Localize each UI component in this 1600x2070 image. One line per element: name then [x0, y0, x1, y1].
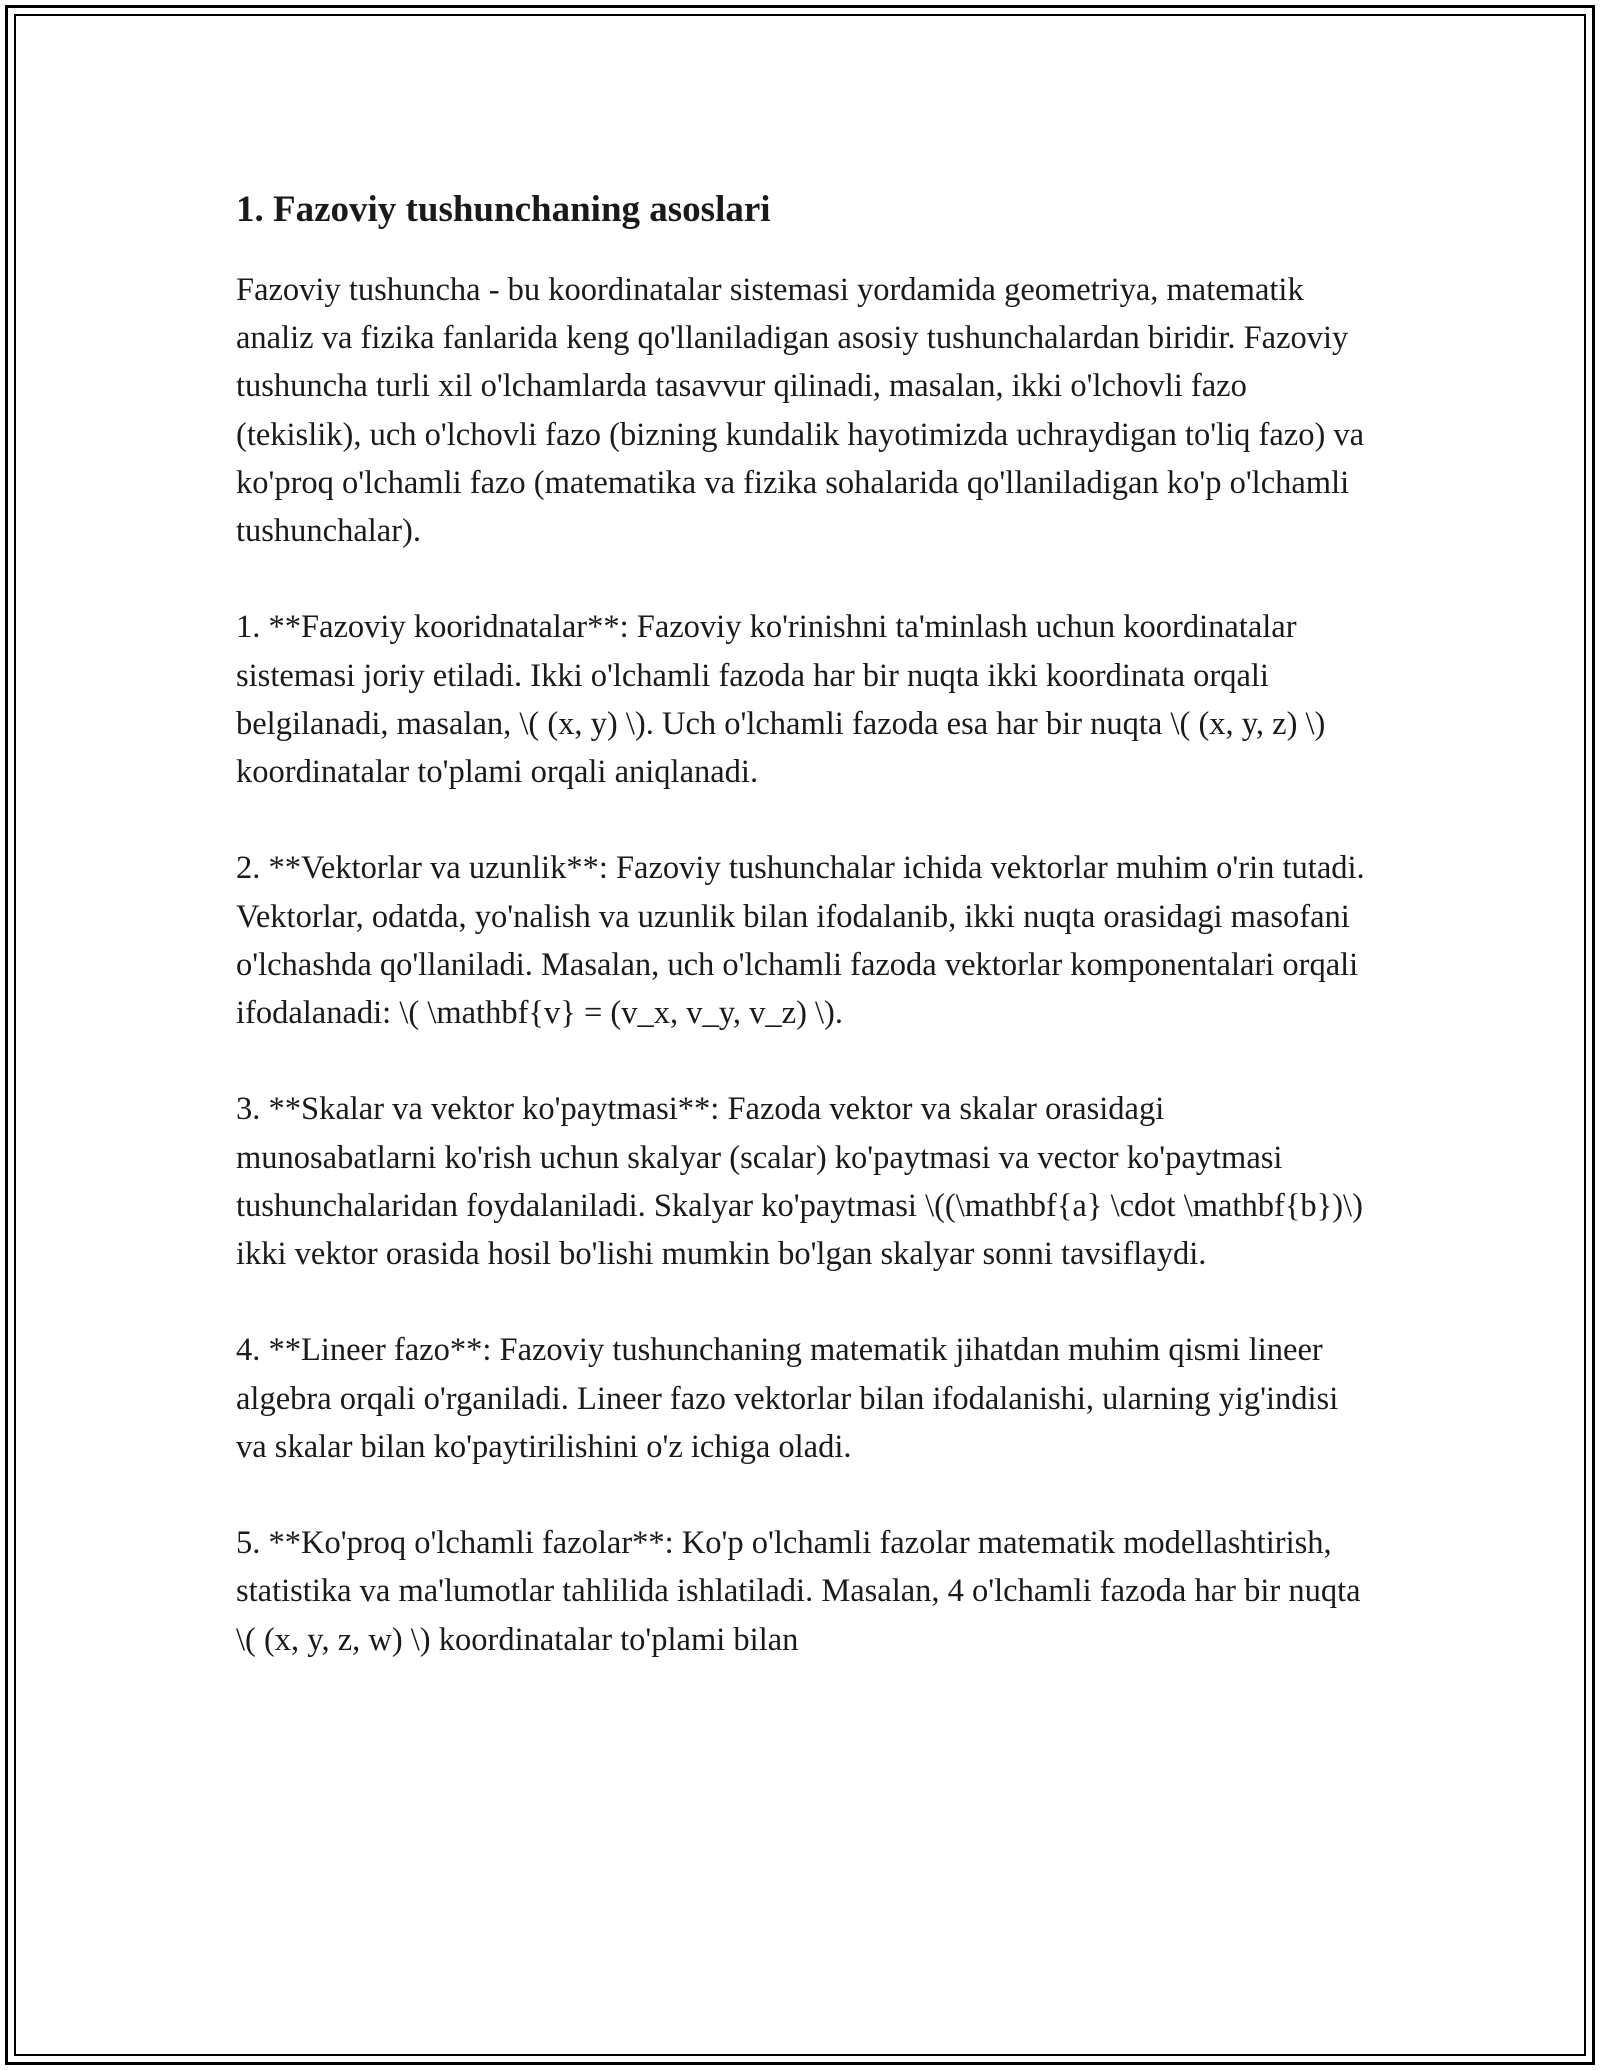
list-item-coordinates: 1. **Fazoviy kooridnatalar**: Fazoviy ko'rinishni ta'minlash uchun koordinatalar sistemasi joriy etiladi. Ikki o'lchamli fazoda har bir nuqta ikki koordinata orqali belgilanadi, masalan, \( (x, y) \). Uch o'lchamli fazoda esa har bir nuqta \( (x, y, z) \) koordinatalar to'plami orqali aniqlanadi. — [236, 609, 1326, 791]
document-title: 1. Fazoviy tushunchaning asoslari — [236, 189, 771, 230]
list-item-vectors: 2. **Vektorlar va uzunlik**: Fazoviy tushunchalar ichida vektorlar muhim o'rin tutadi. Vektorlar, odatda, yo'nalish va uzunlik bilan ifodalanib, ikki nuqta orasidagi masofani o'lchashda qo'llaniladi. Masalan, uch o'lchamli fazoda vektorlar komponentalari orqali ifodalanadi: \( \mathbf{v} = (v_x, v_y, v_z) \). — [236, 850, 1365, 1032]
list-item-products: 3. **Skalar va vektor ko'paytmasi**: Fazoda vektor va skalar orasidagi munosabatlarni ko'rish uchun skalyar (scalar) ko'paytmasi va vector ko'paytmasi tushunchalaridan foydalaniladi. Skalyar ko'paytmasi \((\mathbf{a} \cdot \mathbf{b})\) ikki vektor orasida hosil bo'lishi mumkin bo'lgan skalyar sonni tavsiflaydi. — [236, 1091, 1363, 1273]
document-body — [236, 186, 1366, 1712]
list-item-higher-dimensions: 5. **Ko'proq o'lchamli fazolar**: Ko'p o'lchamli fazolar matematik modellashtirish, statistika va ma'lumotlar tahlilida ishlatiladi. Masalan, 4 o'lchamli fazoda har bir nuqta \( (x, y, z, w) \) koordinatalar to'plami bilan — [236, 1525, 1361, 1658]
intro-paragraph: Fazoviy tushuncha - bu koordinatalar sistemasi yordamida geometriya, matematik analiz va fizika fanlarida keng qo'llaniladigan asosiy tushunchalardan biridir. Fazoviy tushuncha turli xil o'lchamlarda tasavvur qilinadi, masalan, ikki o'lchovli fazo (tekislik), uch o'lchovli fazo (bizning kundalik hayotimizda uchraydigan to'liq fazo) va ko'proq o'lchamli fazo (matematika va fizika sohalarida qo'llaniladigan ko'p o'lchamli tushunchalar). — [236, 272, 1365, 550]
list-item-linear-space: 4. **Lineer fazo**: Fazoviy tushunchaning matematik jihatdan muhim qismi lineer algebra orqali o'rganiladi. Lineer fazo vektorlar bilan ifodalanishi, ularning yig'indisi va skalar bilan ko'paytirilishini o'z ichiga oladi. — [236, 1332, 1339, 1465]
